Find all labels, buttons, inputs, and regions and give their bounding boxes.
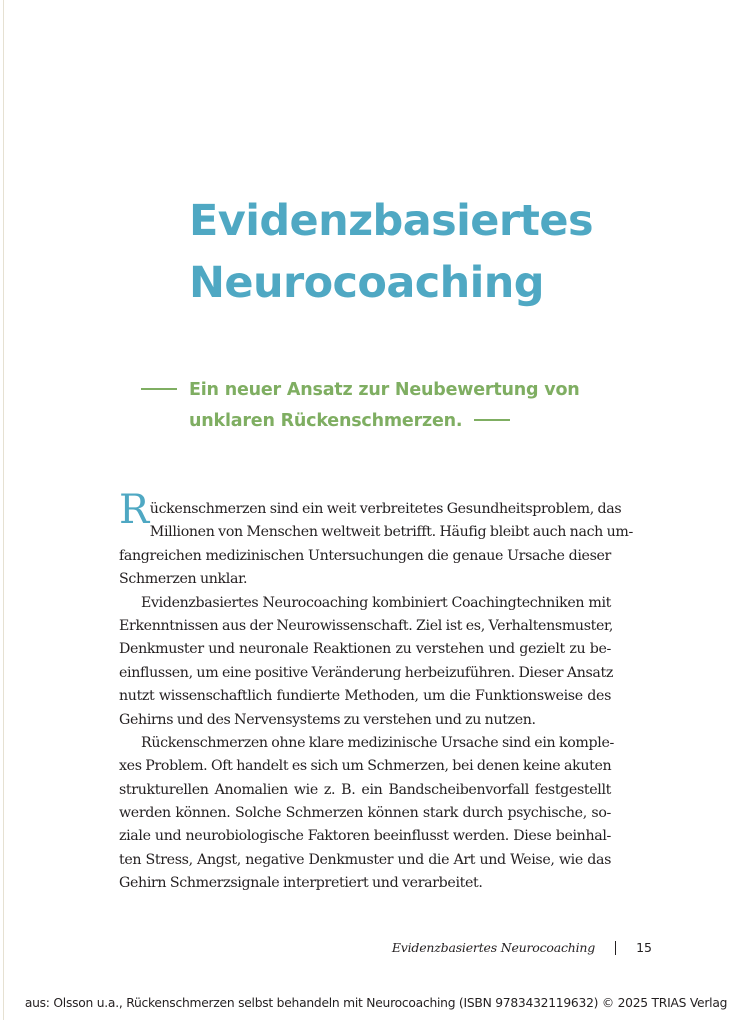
text-line: einflussen, um eine positive Veränderung herbeizuführen. Dieser Ansatz <box>119 664 614 681</box>
text-line: strukturellen Anomalien wie z. B. ein Bandscheibenvorfall festgestellt <box>119 781 611 798</box>
text-line: ückenschmerzen sind ein weit verbreitetes Gesundheitsproblem, das <box>149 501 622 517</box>
chapter-subtitle <box>141 375 621 437</box>
text-line: Evidenzbasiertes Neurocoaching kombiniert Coachingtechniken mit <box>141 594 611 611</box>
text-line: Gehirn Schmerzsignale interpretiert und verarbeitet. <box>119 875 483 892</box>
text-line: werden können. Solche Schmerzen können stark durch psychische, so- <box>119 805 611 822</box>
text-line: xes Problem. Oft handelt es sich um Schmerzen, bei denen keine akuten <box>119 758 612 775</box>
subtitle-line-2-row <box>141 406 621 437</box>
chapter-title-line-2: Neurocoaching <box>189 258 544 308</box>
text-line: nutzt wissenschaftlich fundierte Methoden, um die Funktionsweise des <box>119 688 611 705</box>
text-line: Schmerzen unklar. <box>119 571 248 588</box>
source-citation: aus: Olsson u.a., Rückenschmerzen selbst behandeln mit Neurocoaching (ISBN 9783432119632) © 2025 TRIAS Verlag <box>24 996 728 1010</box>
text-line: fangreichen medizinischen Untersuchungen die genaue Ursache dieser <box>119 547 611 564</box>
subtitle-line-1-row <box>141 375 621 406</box>
footer-separator <box>615 941 616 955</box>
subtitle-line-1: Ein neuer Ansatz zur Neubewertung von <box>189 380 580 400</box>
running-head: Evidenzbasiertes Neurocoaching <box>391 940 596 955</box>
chapter-title-line-1: Evidenzbasiertes <box>189 196 593 246</box>
text-line: Erkenntnissen aus der Neurowissenschaft. Ziel ist es, Verhaltensmuster, <box>119 617 614 634</box>
paragraph-1 <box>119 487 633 592</box>
page-footer <box>392 940 652 955</box>
page-edge-line <box>3 0 4 1020</box>
text-line: ten Stress, Angst, negative Denkmuster und die Art und Weise, wie das <box>119 851 611 868</box>
page-number: 15 <box>636 940 652 955</box>
body-text <box>119 487 633 896</box>
text-line: Millionen von Menschen weltweit betrifft. Häufig bleibt auch nach um- <box>149 524 633 541</box>
text-line: Gehirns und des Nervensystems zu verstehen und zu nutzen. <box>119 711 536 728</box>
paragraph-3 <box>119 732 614 896</box>
text-line: Rückenschmerzen ohne klare medizinische Ursache sind ein komple- <box>141 734 614 751</box>
text-line: ziale und neurobiologische Faktoren beeinflusst werden. Diese beinhal- <box>119 828 611 845</box>
subtitle-dash-right <box>474 419 510 421</box>
subtitle-dash-left <box>141 388 177 390</box>
text-line: Denkmuster und neuronale Reaktionen zu verstehen und gezielt zu be- <box>119 641 611 658</box>
drop-cap: R <box>119 487 149 533</box>
subtitle-line-2: unklaren Rückenschmerzen. <box>189 411 463 431</box>
chapter-title <box>189 190 729 314</box>
paragraph-2 <box>119 592 614 732</box>
